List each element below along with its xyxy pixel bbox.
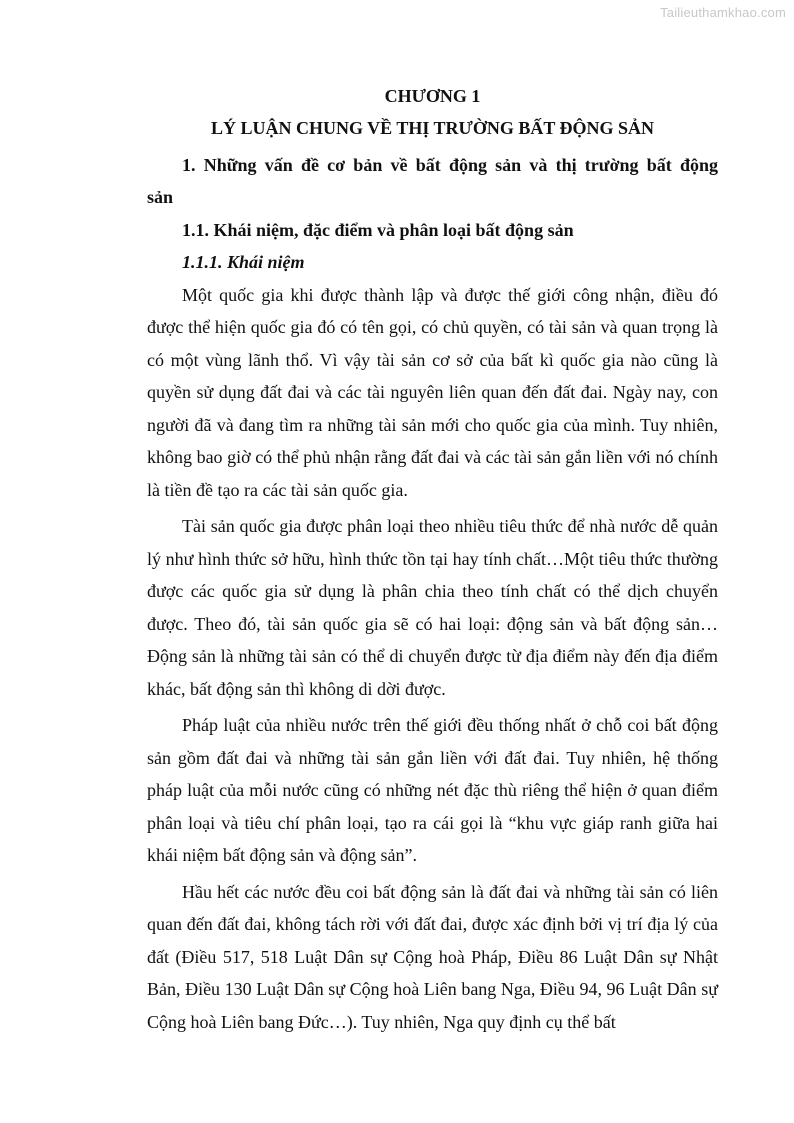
document-page — [147, 82, 718, 1042]
section-heading-1-1-1: 1.1.1. Khái niệm — [182, 252, 305, 272]
section-heading-1: 1. Những vấn đề cơ bản về bất động sản và thị trường bất động sản — [147, 154, 718, 207]
chapter-title: LÝ LUẬN CHUNG VỀ THỊ TRƯỜNG BẤT ĐỘNG SẢN — [210, 118, 655, 138]
paragraph-1: Một quốc gia khi được thành lập và được thế giới công nhận, điều đó được thể hiện quốc gia đó có tên gọi, có chủ quyền, có tài sản và quan trọng là có một vùng lãnh thổ. Vì vậy tài sản cơ sở của bất kì quốc gia nào cũng là quyền sử dụng đất đai và các tài nguyên liên quan đến đất đai. Ngày nay, con người đã và đang tìm ra những tài sản mới cho quốc gia của mình. Tuy nhiên, không bao giờ có thể phủ nhận rằng đất đai và các tài sản gắn liền với nó chính là tiền đề tạo ra các tài sản quốc gia. — [147, 284, 718, 500]
paragraph-3: Pháp luật của nhiều nước trên thế giới đều thống nhất ở chỗ coi bất động sản gồm đất đai và những tài sản gắn liền với đất đai. Tuy nhiên, hệ thống pháp luật của mỗi nước cũng có những nét đặc thù riêng thể hiện ở quan điểm phân loại và tiêu chí phân loại, tạo ra cái gọi là “khu vực giáp ranh giữa hai khái niệm bất động sản và động sản”. — [147, 715, 718, 865]
paragraph-2: Tài sản quốc gia được phân loại theo nhiều tiêu thức để nhà nước dễ quản lý như hình thức sở hữu, hình thức tồn tại hay tính chất…Một tiêu thức thường được các quốc gia sử dụng là phân chia theo tính chất có thể dịch chuyển được. Theo đó, tài sản quốc gia sẽ có hai loại: động sản và bất động sản…Động sản là những tài sản có thể di chuyển được từ địa điểm này đến địa điểm khác, bất động sản thì không di dời được. — [147, 516, 718, 699]
section-heading-1-1: 1.1. Khái niệm, đặc điểm và phân loại bất động sản — [182, 219, 574, 240]
chapter-number: CHƯƠNG 1 — [384, 86, 481, 106]
watermark-text: Tailieuthamkhao.com — [660, 5, 786, 20]
paragraph-4: Hầu hết các nước đều coi bất động sản là đất đai và những tài sản có liên quan đến đất đai, không tách rời với đất đai, được xác định bởi vị trí địa lý của đất (Điều 517, 518 Luật Dân sự Cộng hoà Pháp, Điều 86 Luật Dân sự Nhật Bản, Điều 130 Luật Dân sự Cộng hoà Liên bang Nga, Điều 94, 96 Luật Dân sự Cộng hoà Liên bang Đức…). Tuy nhiên, Nga quy định cụ thể bất — [147, 881, 718, 1032]
